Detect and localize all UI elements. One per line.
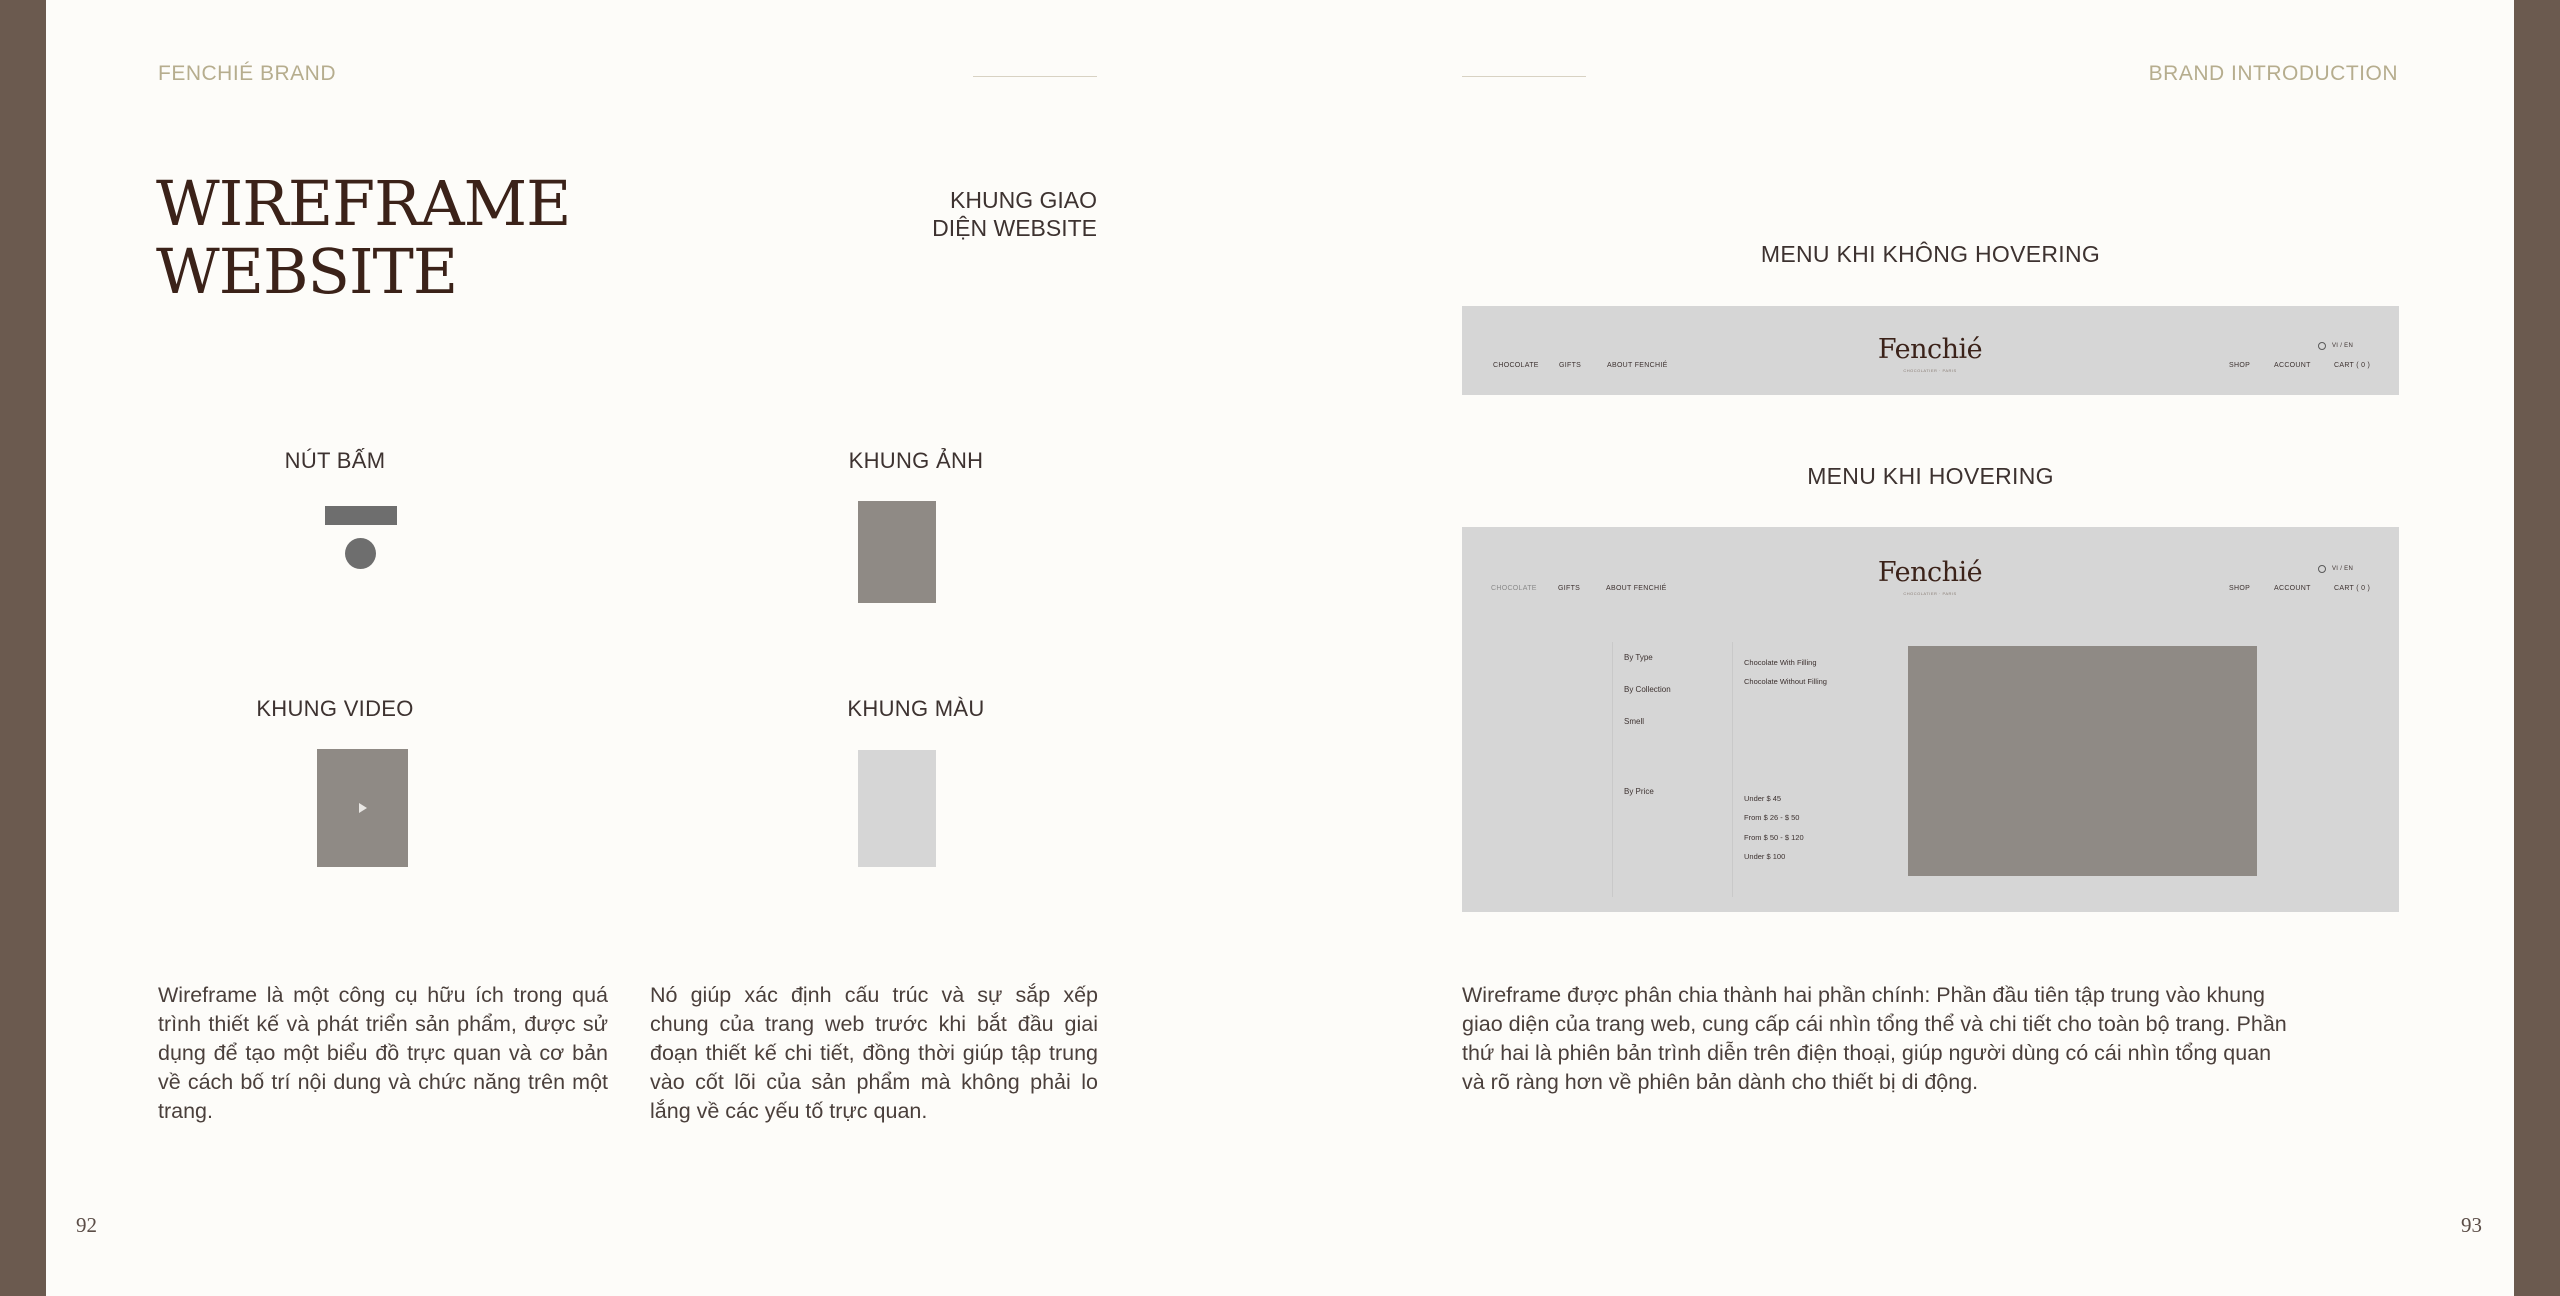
page-title: [156, 167, 571, 308]
button-wire-circle: [345, 538, 376, 569]
spread: [46, 0, 2514, 1296]
subtitle-line-2: DIỆN WEBSITE: [932, 215, 1097, 241]
subtitle-line-1: KHUNG GIAO: [950, 187, 1097, 213]
left-header: FENCHIÉ BRAND: [158, 62, 337, 85]
language-toggle[interactable]: VI / EN: [2332, 343, 2354, 349]
nav-gifts-hover[interactable]: GIFTS: [1558, 585, 1581, 592]
page-subtitle: [797, 186, 1097, 242]
left-header-rule: [973, 76, 1097, 77]
left-paragraph-1: Wireframe là một công cụ hữu ích trong quá trình thiết kế và phát triển sản phẩm, được sử dụng để tạo một biểu đồ trực quan và cơ bản về cách bố trí nội dung và chức năng trên một trang.: [158, 983, 608, 1123]
search-icon-hover[interactable]: [2318, 565, 2326, 573]
nav-cart[interactable]: CART ( 0 ): [2334, 362, 2371, 369]
dropdown-item-type-1[interactable]: Chocolate With Filling: [1744, 658, 1817, 667]
nav-chocolate[interactable]: CHOCOLATE: [1493, 362, 1539, 369]
button-label: NÚT BẤM: [284, 448, 386, 473]
menu-normal-wireframe: [1462, 306, 2399, 395]
left-page-number: 92: [76, 1213, 97, 1237]
nav-gifts[interactable]: GIFTS: [1559, 362, 1582, 369]
search-icon[interactable]: [2318, 342, 2326, 350]
nav-cart-hover[interactable]: CART ( 0 ): [2334, 585, 2371, 592]
language-toggle-hover[interactable]: VI / EN: [2332, 566, 2354, 572]
menu-hover-label: MENU KHI HOVERING: [1807, 463, 2054, 489]
nav-about[interactable]: ABOUT FENCHIÉ: [1607, 362, 1668, 369]
right-paragraph: Wireframe được phân chia thành hai phần chính: Phần đầu tiên tập trung vào khung giao diện của trang web, cung cấp cái nhìn tổng thể và chi tiết cho toàn bộ trang. Phần thứ hai là phiên bản trình diễn trên điện thoại, giúp người dùng có cái nhìn tổng quan và rõ ràng hơn về phiên bản dành cho thiết bị di động.: [1462, 983, 2287, 1094]
dropdown-image-placeholder: [1908, 646, 2257, 876]
nav-chocolate-hover[interactable]: CHOCOLATE: [1491, 585, 1537, 592]
menu-hover-wireframe: [1462, 527, 2399, 912]
nav-about-hover[interactable]: ABOUT FENCHIÉ: [1606, 585, 1667, 592]
dropdown-divider-2: [1732, 642, 1733, 897]
dropdown-item-price-4[interactable]: Under $ 100: [1744, 852, 1786, 861]
nav-shop[interactable]: SHOP: [2229, 362, 2251, 369]
dropdown-category-type[interactable]: By Type: [1624, 653, 1653, 662]
nav-account[interactable]: ACCOUNT: [2274, 362, 2311, 369]
brand-tagline-hover: CHOCOLATIER · PARIS: [1903, 591, 1957, 596]
dropdown-item-type-2[interactable]: Chocolate Without Filling: [1744, 677, 1827, 686]
dropdown-item-price-1[interactable]: Under $ 45: [1744, 794, 1782, 803]
menu-normal-label: MENU KHI KHÔNG HOVERING: [1760, 241, 2101, 267]
nav-account-hover[interactable]: ACCOUNT: [2274, 585, 2311, 592]
title-line-2: WEBSITE: [156, 235, 458, 308]
brand-logo[interactable]: Fenchié: [1877, 334, 1983, 365]
play-icon: [359, 803, 367, 813]
right-page-number: 93: [2461, 1213, 2482, 1237]
dropdown-category-collection[interactable]: By Collection: [1624, 685, 1671, 694]
right-header: BRAND INTRODUCTION: [2148, 62, 2398, 85]
nav-shop-hover[interactable]: SHOP: [2229, 585, 2251, 592]
image-frame-wire: [858, 501, 936, 603]
title-line-1: WIREFRAME: [156, 167, 571, 240]
left-paragraph-2: Nó giúp xác định cấu trúc và sự sắp xếp chung của trang web trước khi bắt đầu giai đoạn thiết kế chi tiết, đồng thời giúp tập trung vào cốt lõi của sản phẩm mà không phải lo lắng về các yếu tố trực quan.: [650, 983, 1098, 1123]
dropdown-item-price-3[interactable]: From $ 50 - $ 120: [1744, 833, 1804, 842]
dropdown-divider-1: [1612, 642, 1613, 897]
brand-tagline: CHOCOLATIER · PARIS: [1903, 368, 1957, 373]
video-frame-label: KHUNG VIDEO: [256, 696, 414, 721]
color-frame-wire: [858, 750, 936, 867]
video-frame-wire: [317, 749, 408, 867]
brand-logo-hover[interactable]: Fenchié: [1877, 557, 1983, 588]
button-wire-rect: [325, 506, 397, 525]
right-header-rule: [1462, 76, 1586, 77]
image-frame-label: KHUNG ẢNH: [848, 448, 984, 473]
color-frame-label: KHUNG MÀU: [847, 696, 985, 721]
dropdown-category-smell[interactable]: Smell: [1624, 717, 1645, 726]
dropdown-category-price[interactable]: By Price: [1624, 787, 1654, 796]
dropdown-item-price-2[interactable]: From $ 26 - $ 50: [1744, 813, 1800, 822]
